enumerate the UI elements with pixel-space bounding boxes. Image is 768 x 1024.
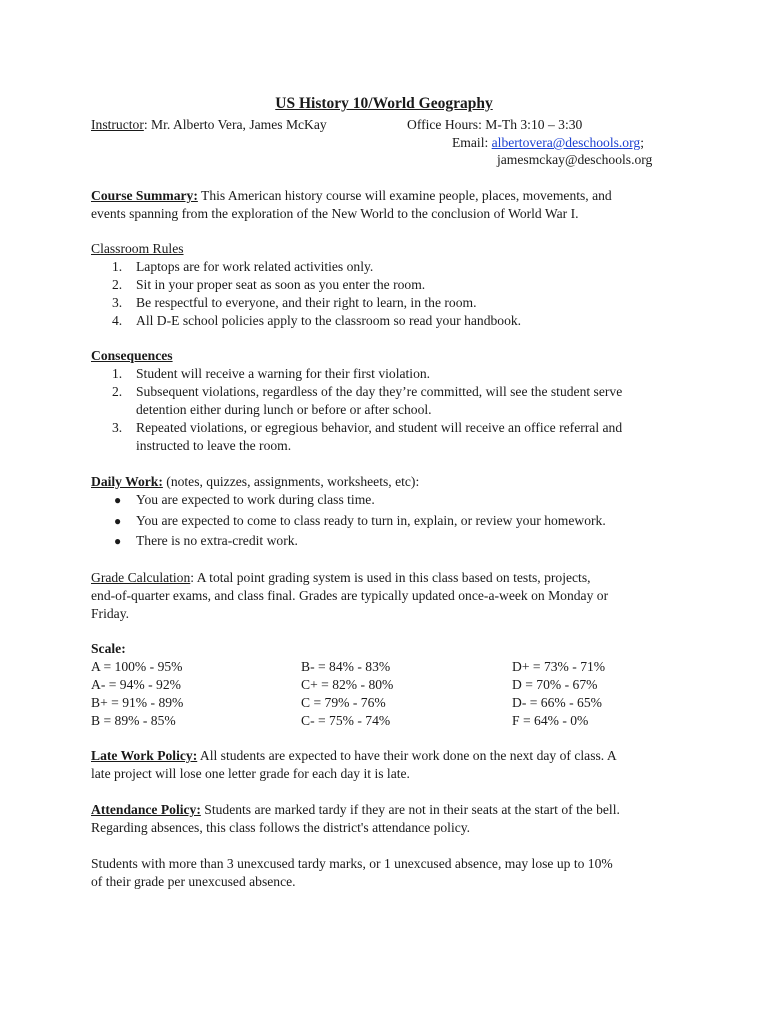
list-number: 1. [112, 259, 123, 274]
scale-entry: B+ = 91% - 89% [91, 695, 184, 710]
late-work-line1 [91, 747, 617, 765]
grade-calc-line3: Friday. [91, 606, 130, 621]
scale-entry: A- = 94% - 92% [91, 677, 181, 692]
scale-entry: D- = 66% - 65% [512, 695, 602, 710]
scale-entry: C+ = 82% - 80% [301, 677, 394, 692]
list-number: 1. [112, 366, 123, 381]
list-number: 3. [112, 420, 123, 435]
daily-work-line [91, 473, 419, 491]
scale-label: Scale: [91, 641, 126, 656]
bullet-icon: ● [114, 534, 122, 548]
list-text: You are expected to work during class time. [136, 492, 375, 507]
list-number: 3. [112, 295, 123, 310]
bullet-icon: ● [114, 493, 122, 507]
list-number: 2. [112, 384, 123, 399]
list-text: Sit in your proper seat as soon as you enter the room. [136, 277, 426, 292]
list-text: Repeated violations, or egregious behavior, and student will receive an office referral and [136, 420, 623, 435]
course-summary-text: This American history course will examine people, places, movements, and [197, 188, 612, 203]
attendance-text: Students are marked tardy if they are not in their seats at the start of the bell. [200, 802, 620, 817]
consequences-heading: Consequences [91, 348, 173, 363]
grade-calc-line2: end-of-quarter exams, and class final. Grades are typically updated once-a-week on Monday or [91, 588, 609, 603]
scale-entry: A = 100% - 95% [91, 659, 183, 674]
scale-entry: D+ = 73% - 71% [512, 659, 606, 674]
list-text: There is no extra-credit work. [136, 533, 298, 548]
course-summary-line2: events spanning from the exploration of the New World to the conclusion of World War I. [91, 206, 579, 221]
grade-calc-line1 [91, 569, 591, 587]
instructor-names: : Mr. Alberto Vera, James McKay [143, 117, 327, 132]
attendance-label: Attendance Policy: [91, 802, 201, 817]
list-text: Laptops are for work related activities only. [136, 259, 374, 274]
office-hours: Office Hours: M-Th 3:10 – 3:30 [407, 117, 583, 132]
email-label: Email: [452, 135, 492, 150]
course-summary-line1 [91, 187, 612, 205]
daily-work-desc: (notes, quizzes, assignments, worksheets, etc): [162, 474, 420, 489]
instructor-line [91, 116, 327, 134]
list-text: Subsequent violations, regardless of the day they’re committed, will see the student serve [136, 384, 623, 399]
course-summary-label: Course Summary: [91, 188, 198, 203]
email-separator: ; [640, 135, 644, 150]
grade-calc-label: Grade Calculation [91, 570, 191, 585]
email-mckay: jamesmckay@deschools.org [497, 152, 653, 167]
attendance-line2: Regarding absences, this class follows the district's attendance policy. [91, 820, 471, 835]
list-text: Student will receive a warning for their first violation. [136, 366, 431, 381]
classroom-rules-heading: Classroom Rules [91, 241, 184, 256]
late-work-label: Late Work Policy: [91, 748, 198, 763]
instructor-label: Instructor [91, 117, 144, 132]
tardy-note-line2: of their grade per unexcused absence. [91, 874, 296, 889]
email-link-vera[interactable]: albertovera@deschools.org [491, 135, 641, 150]
daily-work-label: Daily Work: [91, 474, 163, 489]
scale-entry: D = 70% - 67% [512, 677, 598, 692]
scale-entry: C = 79% - 76% [301, 695, 386, 710]
page-title: US History 10/World Geography [275, 95, 493, 112]
scale-entry: B- = 84% - 83% [301, 659, 391, 674]
grade-calc-text: : A total point grading system is used in this class based on tests, projects, [190, 570, 591, 585]
list-number: 4. [112, 313, 123, 328]
list-text-continued: detention either during lunch or before or after school. [136, 402, 432, 417]
bullet-icon: ● [114, 514, 122, 528]
list-number: 2. [112, 277, 123, 292]
email-line [452, 134, 644, 152]
attendance-line1 [91, 801, 620, 819]
scale-entry: C- = 75% - 74% [301, 713, 391, 728]
late-work-line2: late project will lose one letter grade for each day it is late. [91, 766, 410, 781]
scale-entry: B = 89% - 85% [91, 713, 176, 728]
scale-entry: F = 64% - 0% [512, 713, 589, 728]
list-text: All D-E school policies apply to the classroom so read your handbook. [136, 313, 522, 328]
list-text-continued: instructed to leave the room. [136, 438, 292, 453]
list-text: Be respectful to everyone, and their right to learn, in the room. [136, 295, 477, 310]
tardy-note-line1: Students with more than 3 unexcused tardy marks, or 1 unexcused absence, may lose up to 10% [91, 856, 613, 871]
late-work-text: All students are expected to have their work done on the next day of class. A [197, 748, 617, 763]
list-text: You are expected to come to class ready to turn in, explain, or review your homework. [136, 513, 606, 528]
